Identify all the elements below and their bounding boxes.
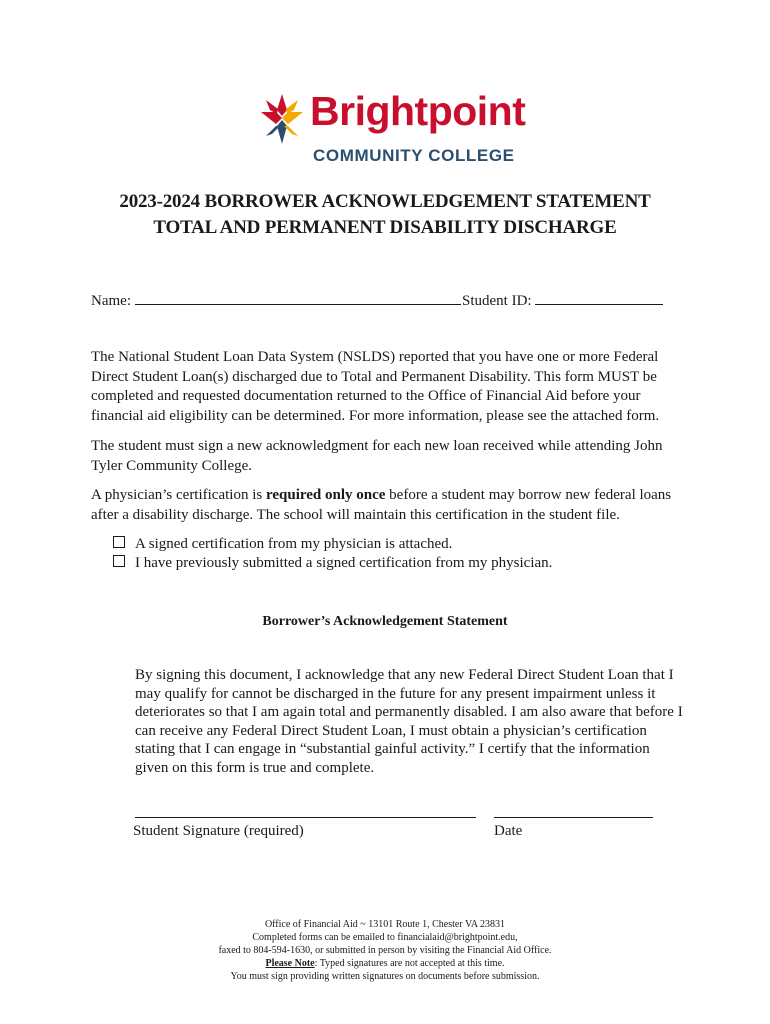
date-label: Date — [494, 823, 523, 839]
checkbox-item-attached[interactable] — [113, 536, 452, 553]
student-id-input-line[interactable] — [535, 290, 663, 305]
checkbox-item-previously-submitted[interactable] — [113, 555, 552, 572]
acknowledgement-statement: By signing this document, I acknowledge that any new Federal Direct Student Loan that I may qualify for cannot be discharged in the future for any present impairment unless it deteriorates so that I am again total and permanently disabled. I am also aware that before I can receive any Federal Direct Student Loan, I must obtain a physician’s certification stating that I can engage in “substantial gainful activity.” I certify that the information given on this form is true and complete. — [135, 667, 683, 776]
checkbox[interactable] — [113, 555, 125, 567]
footer-signature-instruction: You must sign providing written signatures on documents before submission. — [230, 971, 540, 982]
document-title-line2: TOTAL AND PERMANENT DISABILITY DISCHARGE — [153, 217, 617, 238]
logo-name: Brightpoint — [310, 88, 526, 134]
checkbox-label: I have previously submitted a signed certification from my physician. — [135, 555, 553, 571]
college-logo — [256, 88, 526, 170]
footer-email-line: Completed forms can be emailed to financialaid@brightpoint.edu, — [252, 932, 518, 943]
physician-certification-paragraph — [91, 486, 691, 525]
intro-paragraph: The National Student Loan Data System (NSLDS) reported that you have one or more Federal Direct Student Loan(s) discharged due to Total and Permanent Disability. This form MUST be completed and requested documentation returned to the Office of Financial Aid before your financial aid eligibility can be determined. For more information, please see the attached form. — [91, 349, 660, 424]
acknowledgment-requirement-paragraph: The student must sign a new acknowledgment for each new loan received while attending John Tyler Community College. — [91, 438, 663, 474]
name-label: Name: — [91, 293, 131, 309]
star-logo-icon — [256, 90, 308, 150]
checkbox[interactable] — [113, 536, 125, 548]
paragraph3-pre: A physician’s certification is — [91, 487, 266, 503]
name-field[interactable] — [91, 290, 461, 310]
footer-address: Office of Financial Aid ~ 13101 Route 1, Chester VA 23831 — [264, 919, 506, 930]
student-signature-label: Student Signature (required) — [133, 823, 304, 839]
paragraph3-bold: required only once — [265, 487, 386, 503]
name-input-line[interactable] — [135, 290, 461, 305]
footer-fax-line: faxed to 804-594-1630, or submitted in person by visiting the Financial Aid Office. — [218, 945, 552, 956]
date-line[interactable] — [494, 817, 653, 818]
logo-subtitle: COMMUNITY COLLEGE — [313, 146, 515, 165]
student-id-label: Student ID: — [462, 293, 532, 309]
student-id-field[interactable] — [462, 290, 663, 310]
checkbox-label: A signed certification from my physician is attached. — [135, 536, 453, 552]
acknowledgement-heading: Borrower’s Acknowledgement Statement — [262, 614, 508, 629]
footer-note-text: : Typed signatures are not accepted at this time. — [314, 958, 505, 969]
document-title-line1: 2023-2024 BORROWER ACKNOWLEDGEMENT STATEMENT — [119, 191, 651, 212]
footer-note — [0, 957, 770, 970]
paragraph3-post: before a student may borrow new federal loans after a disability discharge. The school will maintain this certification in the student file. — [91, 487, 672, 523]
footer-note-label: Please Note — [265, 958, 315, 969]
student-signature-line[interactable] — [135, 817, 476, 818]
